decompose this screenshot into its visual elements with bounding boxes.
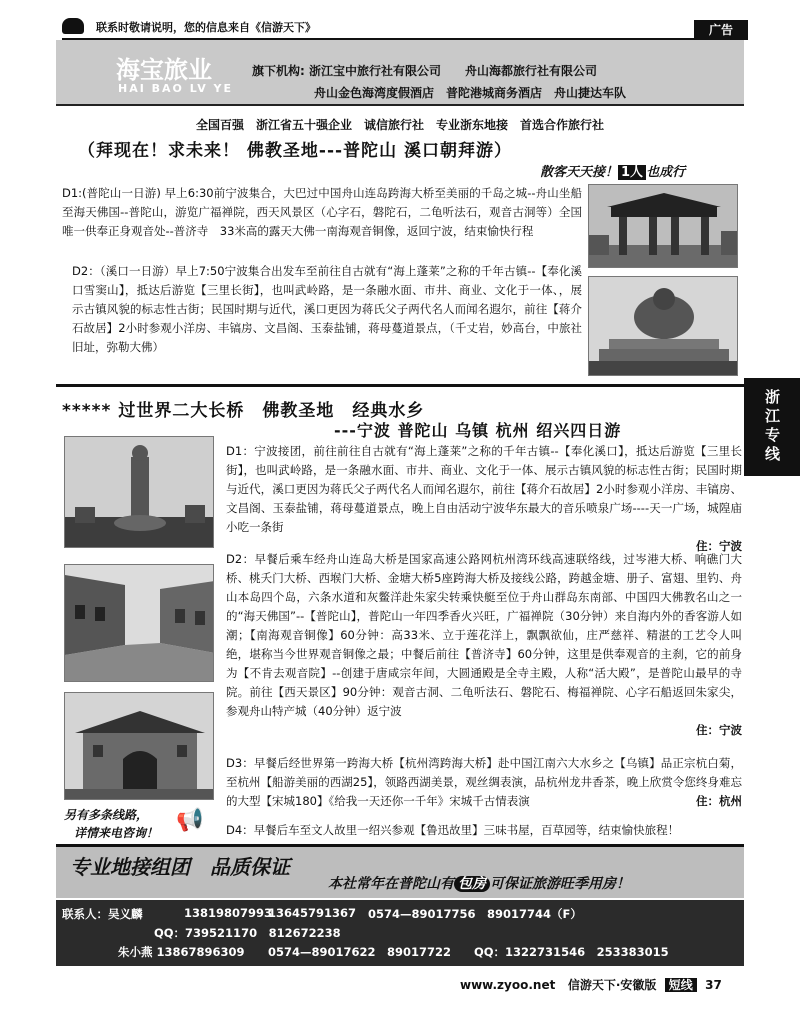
buddha-statue-photo bbox=[588, 276, 738, 376]
footer-page-number: 37 bbox=[705, 978, 722, 992]
ad-tag: 广告 bbox=[694, 20, 748, 40]
section2-day1-stay: 住：宁波 bbox=[696, 539, 742, 553]
footer-publication: 信游天下·安徽版 bbox=[567, 978, 657, 992]
page-footer bbox=[460, 976, 722, 993]
section-divider bbox=[56, 384, 744, 387]
section2-day2 bbox=[226, 550, 742, 740]
contact-qq-2[interactable]: QQ：1322731546 253383015 bbox=[474, 945, 669, 959]
section2-day4: D4：早餐后车至文人故里一绍兴参观【鲁迅故里】三味书屋，百草园等，结束愉快旅程！ bbox=[226, 823, 680, 837]
archway-photo bbox=[588, 184, 738, 268]
brand-name-en: HAI BAO LV YE bbox=[118, 82, 234, 95]
section1-sub-prefix: 散客天天接！ bbox=[540, 165, 619, 180]
contact-phone-1b[interactable]: 13645791367 bbox=[268, 906, 357, 920]
top-notice: 联系时敬请说明，您的信息来自《信游天下》 bbox=[96, 21, 316, 34]
side-tab: 浙江专线 bbox=[744, 378, 800, 476]
publication-logo-icon bbox=[62, 18, 84, 34]
contact-office-phone-1[interactable]: 0574—89017756 89017744（F） bbox=[368, 907, 582, 921]
section2-headline: ***** 过世界二大长桥 佛教圣地 经典水乡 bbox=[62, 401, 425, 421]
section2-day3 bbox=[226, 754, 742, 811]
banner-room-post: 可保证旅游旺季用房！ bbox=[490, 876, 630, 892]
contact-phone-1a[interactable]: 13819807993 bbox=[184, 906, 273, 920]
gatehouse-photo bbox=[64, 692, 214, 800]
subsidiaries-line-2: 舟山金色海湾度假酒店 普陀港城商务酒店 舟山捷达车队 bbox=[314, 86, 627, 100]
section2-day1 bbox=[226, 442, 742, 556]
section2-day3-text: D3：早餐后经世界第一跨海大桥【杭州湾跨海大桥】赴中国江南六大水乡之【乌镇】品正宗杭白菊，至杭州【船游美丽的西湖25】，领路西湖美景，观丝绸表演，品杭州龙井香茶，晚上欣赏令您终身难忘的大型【宋城180】《给我一天还你一千年》宋城千古情表演 bbox=[226, 756, 742, 808]
guanyin-statue-photo bbox=[64, 436, 214, 548]
agency-header bbox=[56, 40, 744, 106]
section1-headline: （拜现在！求未来！ 佛教圣地---普陀山 溪口朝拜游） bbox=[78, 141, 513, 161]
top-bar bbox=[0, 12, 800, 42]
brand-name: 海宝旅业 bbox=[116, 55, 212, 84]
contact-person-1: 联系人：吴义麟 bbox=[62, 907, 143, 921]
banner-slogan: 专业地接组团 品质保证 bbox=[70, 855, 290, 879]
more-routes-line-1: 另有多条线路， bbox=[64, 808, 149, 822]
section1-day1: D1:(普陀山一日游) 早上6:30前宁波集合，大巴过中国舟山连岛跨海大桥至美丽的千岛之城--舟山坐船至海天佛国--普陀山，游览广福禅院，西天风景区（心字石，磐陀石，二龟听法石，观音古洞等）全国唯一供奉正身观音处--普济寺 33米高的露天大佛一南海观音铜像，返回宁波，结束愉快行程 bbox=[62, 186, 582, 238]
section2-subheadline: ---宁波 普陀山 乌镇 杭州 绍兴四日游 bbox=[334, 421, 622, 440]
subsidiaries-line-1: 旗下机构: 浙江宝中旅行社有限公司 舟山海都旅行社有限公司 bbox=[252, 64, 597, 78]
banner-room-pre: 本社常年在普陀山有 bbox=[328, 876, 454, 892]
megaphone-icon: 📢 bbox=[176, 808, 204, 833]
section2-day1-text: D1：宁波接团，前往前往自古就有“海上蓬莱”之称的千年古镇--【奉化溪口】，抵达后游览【三里长街】，也叫武岭路，是一条融水面、市井、商业、文化于一体、展示古镇风貌的标志性古街；民国时期与近代，溪口更因为蒋氏父子两代名人而闻名遐尔，前往【蒋介石故居】2小时参观小洋房、丰镐房、文昌阁、玉泰盐铺，蒋母蔓道景点，晚上自由活动宁波华东最大的音乐喷泉广场----天一广场，城隍庙小吃一条街 bbox=[226, 444, 742, 534]
contact-box bbox=[56, 900, 744, 966]
contact-office-phone-2[interactable]: 0574—89017622 89017722 bbox=[268, 945, 452, 959]
water-town-photo bbox=[64, 564, 214, 682]
banner-room-highlight: 包房 bbox=[454, 876, 490, 892]
section1-subheadline bbox=[540, 161, 685, 180]
banner-room-note bbox=[328, 873, 630, 893]
more-routes-line-2: 详情来电咨询！ bbox=[74, 826, 159, 840]
section2-day3-stay: 住：杭州 bbox=[696, 794, 742, 808]
section1-sub-suffix: 也成行 bbox=[646, 165, 686, 180]
contact-qq-1[interactable]: QQ：739521170 812672238 bbox=[154, 926, 341, 940]
more-routes-note bbox=[64, 806, 158, 842]
section1-day2: D2：（溪口一日游）早上7:50宁波集合出发车至前往自古就有“海上蓬莱”之称的千年古镇--【奉化溪口雪窦山】，抵达后游览【三里长街】，也叫武岭路，是一条融水面、市井、商业、文化于一体、，展示古镇风貌的标志性古街；民国时期与近代，溪口更因为蒋氏父子两代名人而闻名遐尔，前往【蒋介石故居】2小时参观小洋房、丰镐房、文昌阁、玉泰盐铺，蒋母蔓道景点，（千丈岩，妙高台，中旅社旧址，弥勒大佛） bbox=[72, 264, 582, 354]
contact-person-2[interactable]: 朱小燕 13867896309 bbox=[118, 945, 245, 959]
section1-sub-box: 1人 bbox=[618, 165, 646, 180]
quality-banner bbox=[56, 844, 744, 898]
section2-day2-stay: 住：宁波 bbox=[696, 723, 742, 737]
agency-tagline: 全国百强 浙江省五十强企业 诚信旅行社 专业浙东地接 首选合作旅行社 bbox=[195, 118, 604, 132]
section2-day2-text: D2：早餐后乘车经舟山连岛大桥是国家高速公路网杭州湾环线高速联络线，过岑港大桥、响礁门大桥、桃夭门大桥、西堠门大桥、金塘大桥5座跨海大桥及接线公路，跨越金塘、册子、富翅、里钓、舟山本岛四个岛，六条水道和灰鳖洋赴朱家尖转乘快艇至位于舟山群岛东南部、中国四大佛教名山之一的“海天佛国”--【普陀山】，普陀山一年四季香火兴旺，广福禅院（30分钟）来自海内外的香客游人如潮；【南海观音铜像】60分钟：高33米、立于莲花洋上，飘飘欲仙，庄严慈祥、精湛的工艺令人叫绝，堪称当今世界观音铜像之最；中餐后前往【普济寺】60分钟，这里是供奉观音的主刹，它的前身为【不肯去观音院】--创建于唐咸宗年间，大圆通殿是全寺主殿，人称“活大殿”，是普陀山最早的寺院。前往【西天景区】90分钟：观音古洞、二龟听法石、磐陀石、梅福禅院、心字石船返回朱家尖，参观舟山特产城（40分钟）返宁波 bbox=[226, 552, 742, 718]
footer-url[interactable]: www.zyoo.net bbox=[460, 978, 556, 992]
footer-section-tag: 短线 bbox=[665, 978, 697, 992]
